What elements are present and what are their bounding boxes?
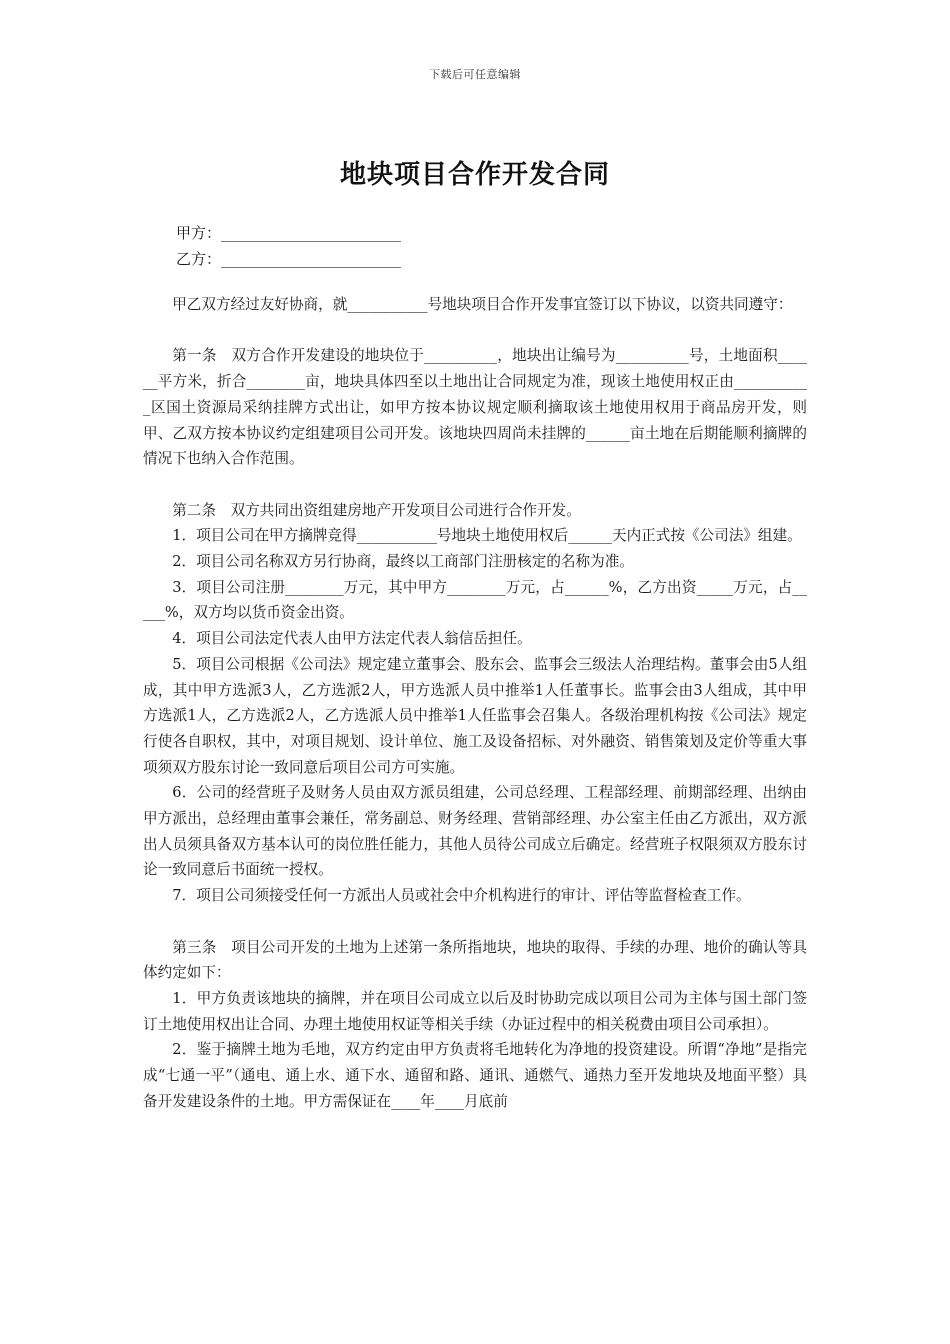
article-2-item-1: 1．项目公司在甲方摘牌竞得___________号地块土地使用权后______天内正式按《公司法》组建。 — [172, 527, 802, 545]
paragraph-spacer — [143, 318, 807, 344]
article-1: 第一条 双方合作开发建设的地块位于__________，地块出让编号为__________号，土地面积______平方米，折合________亩，地块具体四至以土地出让合同规定为准，现该土地使用权正由___________区国土资源局采纳挂牌方式出让，如甲方按本协议规定顺利摘取该土地使用权用于商品房开发，则甲、乙双方按本协议约定组建项目公司开发。该地块四周尚未挂牌的______亩土地在后期能顺利摘牌的情况下也纳入合作范围。 — [143, 347, 807, 468]
party-a-line — [176, 220, 401, 246]
document-title: 地块项目合作开发合同 — [339, 160, 610, 190]
party-b-label: 乙方：________________________ — [176, 250, 402, 268]
article-3-heading: 第三条 项目公司开发的土地为上述第一条所指地块，地块的取得、手续的办理、地价的确认等具体约定如下： — [143, 938, 807, 982]
paragraph-spacer — [143, 909, 807, 935]
parties-block — [176, 220, 401, 272]
article-3-item-1: 1．甲方负责该地块的摘牌，并在项目公司成立以后及时协助完成以项目公司为主体与国土部门签订土地使用权出让合同、办理土地使用权证等相关手续（办证过程中的相关税费由项目公司承担）。 — [143, 989, 807, 1033]
article-2-item-3: 3．项目公司注册________万元，其中甲方________万元，占______%，乙方出资_____万元，占_____%，双方均以货币资金出资。 — [143, 578, 807, 622]
article-2-item-2: 2．项目公司名称双方另行协商，最终以工商部门注册核定的名称为准。 — [172, 553, 634, 570]
paragraph-spacer — [143, 472, 807, 498]
header-note: 下载后可任意编辑 — [429, 68, 521, 81]
article-2-item-6: 6．公司的经营班子及财务人员由双方派员组建，公司总经理、工程部经理、前期部经理、出纳由甲方派出，总经理由董事会兼任，常务副总、财务经理、营销部经理、办公室主任由乙方派出，双方派出人员须具备双方基本认可的岗位胜任能力，其他人员待公司成立后确定。经营班子权限须双方股东讨论一致同意后书面统一授权。 — [143, 784, 807, 879]
contract-body — [143, 292, 807, 1114]
intro-paragraph: 甲乙双方经过友好协商，就___________号地块项目合作开发事宜签订以下协议，以资共同遵守： — [172, 296, 793, 313]
article-2-item-5: 5．项目公司根据《公司法》规定建立董事会、股东会、监事会三级法人治理结构。董事会由5人组成，其中甲方选派3人，乙方选派2人，甲方选派人员中推举1人任董事长。监事会由3人组成，其中甲方选派1人，乙方选派2人，乙方选派人员中推举1人任监事会召集人。各级治理机构按《公司法》规定行使各自职权，其中，对项目规划、设计单位、施工及设备招标、对外融资、销售策划及定价等重大事项须双方股东讨论一致同意后项目公司方可实施。 — [143, 655, 807, 776]
article-2-heading: 第二条 双方共同出资组建房地产开发项目公司进行合作开发。 — [172, 501, 581, 519]
party-b-line — [176, 246, 401, 272]
article-2-item-4: 4．项目公司法定代表人由甲方法定代表人翁信岳担任。 — [172, 630, 532, 648]
party-a-label: 甲方：________________________ — [176, 224, 402, 242]
article-2-item-7: 7．项目公司须接受任何一方派出人员或社会中介机构进行的审计、评估等监督检查工作。 — [172, 887, 751, 905]
article-3-item-2: 2．鉴于摘牌土地为毛地，双方约定由甲方负责将毛地转化为净地的投资建设。所谓“净地”是指完成“七通一平”（通电、通上水、通下水、通留和路、通讯、通燃气、通热力至开发地块及地面平整）具备开发建设条件的土地。甲方需保证在____年____月底前 — [143, 1041, 807, 1110]
